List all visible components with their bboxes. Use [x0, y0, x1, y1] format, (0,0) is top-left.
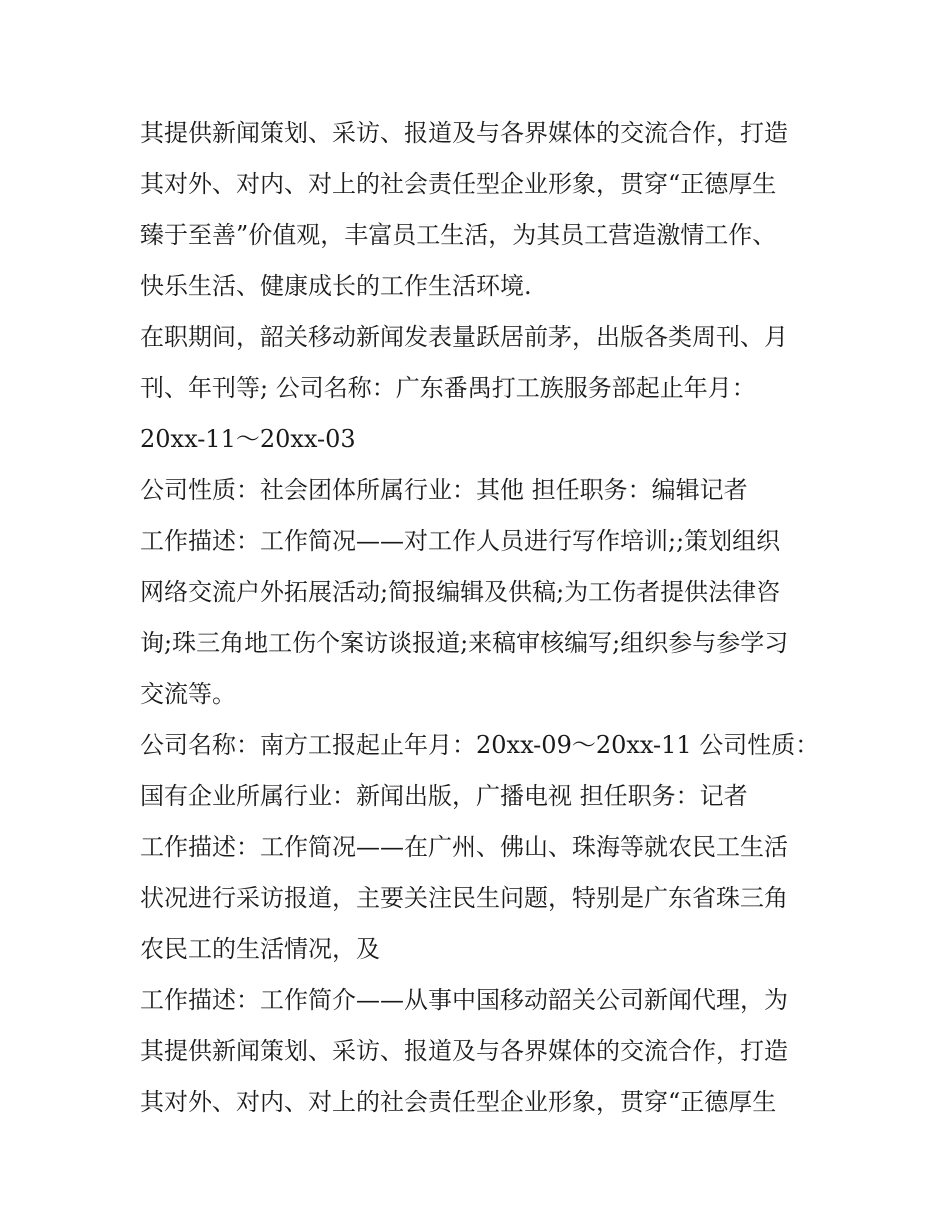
text-line: 状况进行采访报道，主要关注民生问题，特别是广东省珠三角 — [140, 884, 788, 912]
text-line: 交流等。 — [140, 680, 236, 708]
text-line: 公司名称：南方工报起止年月：20xx-09～20xx-11 公司性质： — [140, 731, 820, 759]
text-line: 其对外、对内、对上的社会责任型企业形象，贯穿“正德厚生 — [140, 170, 777, 198]
text-line: 其提供新闻策划、采访、报道及与各界媒体的交流合作，打造 — [140, 119, 788, 147]
text-line: 询;珠三角地工伤个案访谈报道;来稿审核编写;组织参与参学习 — [140, 629, 789, 657]
text-line: 网络交流户外拓展活动;简报编辑及供稿;为工伤者提供法律咨 — [140, 578, 781, 606]
text-line: 臻于至善”价值观，丰富员工生活，为其员工营造激情工作、 — [140, 221, 777, 249]
text-line: 其对外、对内、对上的社会责任型企业形象，贯穿“正德厚生 — [140, 1088, 777, 1116]
text-line: 公司性质：社会团体所属行业：其他 担任职务：编辑记者 — [140, 476, 748, 504]
text-line: 20xx-11～20xx-03 — [140, 425, 356, 453]
text-line: 国有企业所属行业：新闻出版，广播电视 担任职务：记者 — [140, 782, 748, 810]
text-line: 工作描述：工作简况——对工作人员进行写作培训;;策划组织 — [140, 527, 781, 555]
text-line: 农民工的生活情况，及 — [140, 935, 380, 963]
body-text — [140, 108, 820, 1128]
text-line: 刊、年刊等; 公司名称：广东番禺打工族服务部起止年月： — [140, 374, 756, 402]
text-line: 工作描述：工作简况——在广州、佛山、珠海等就农民工生活 — [140, 833, 788, 861]
text-line: 工作描述：工作简介——从事中国移动韶关公司新闻代理，为 — [140, 986, 788, 1014]
text-line: 其提供新闻策划、采访、报道及与各界媒体的交流合作，打造 — [140, 1037, 788, 1065]
text-line: 快乐生活、健康成长的工作生活环境. — [140, 272, 532, 300]
text-line: 在职期间，韶关移动新闻发表量跃居前茅，出版各类周刊、月 — [140, 323, 788, 351]
